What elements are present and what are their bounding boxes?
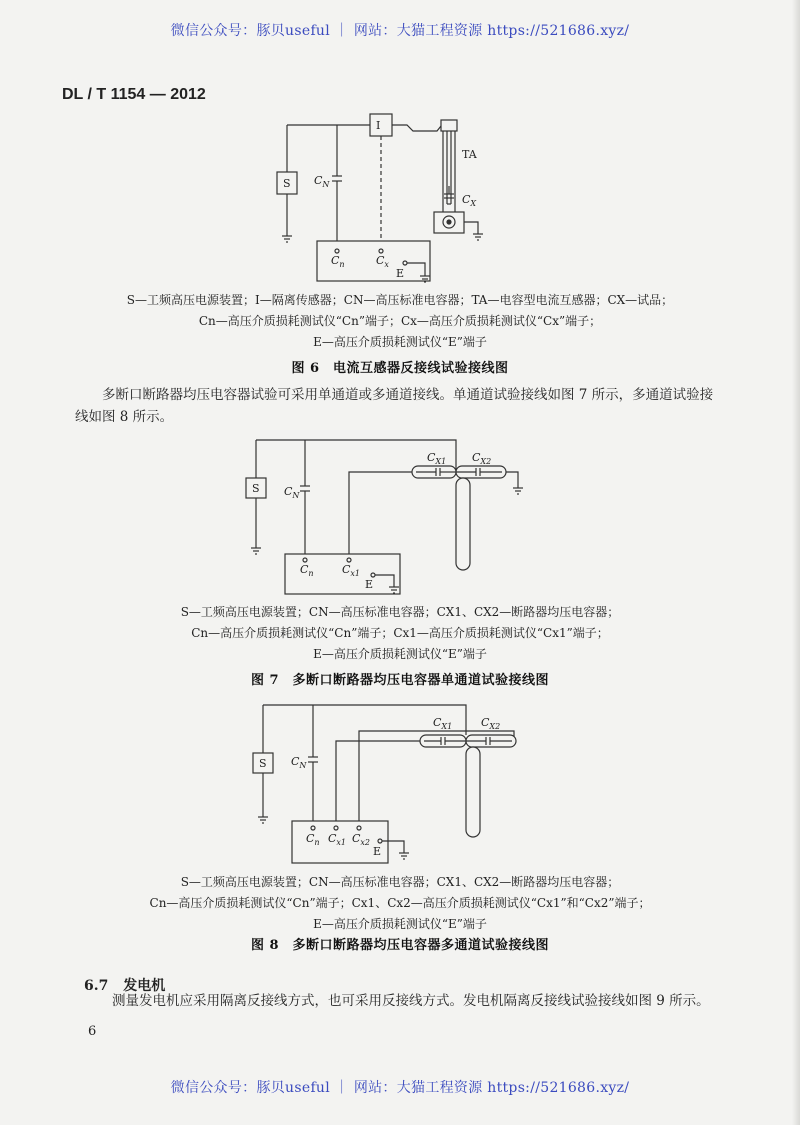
fig7-legend-line-3: E—高压介质损耗测试仪“E”端子 xyxy=(313,647,487,661)
fig7-cn-terminal xyxy=(303,558,307,562)
fig7-cx1-term-label: $C_{x1}$ xyxy=(342,563,361,578)
section-number: 6.7 xyxy=(84,978,109,994)
fig8-legend-line-1: S—工频高压电源装置；CN—高压标准电容器；CX1、CX2—断路器均压电容器； xyxy=(180,875,620,889)
fig6-cn-label: $C_N$ xyxy=(314,174,330,189)
fig6-e-label: E xyxy=(396,267,405,280)
fig6-legend-line-1: S—工频高压电源装置；I—隔离传感器；CN—高压标准电容器；TA—电容型电流互感器；CX—试品； xyxy=(126,293,674,307)
fig7-legend-line-2: Cn—高压介质损耗测试仪“Cn”端子；Cx1—高压介质损耗测试仪“Cx1”端子； xyxy=(191,626,609,640)
fig8-s-label: S xyxy=(259,757,267,770)
fig8-support-column xyxy=(466,747,480,837)
fig7-s-label: S xyxy=(252,482,260,495)
fig6-i-label: I xyxy=(376,119,381,132)
fig7-cx1-terminal xyxy=(347,558,351,562)
watermark-bottom: 微信公众号：豚贝useful ｜ 网站：大猫工程资源 https://521686.xyz/ xyxy=(170,1080,630,1096)
fig7-wire-cx1 xyxy=(349,472,412,557)
fig8-cx2-label: $C_{X2}$ xyxy=(481,716,501,731)
fig8-e-terminal xyxy=(378,839,382,843)
figure-8-diagram xyxy=(0,695,800,870)
figure-7-legend xyxy=(0,602,800,665)
paragraph-1: 多断口断路器均压电容器试验可采用单通道或多通道接线。单通道试验接线如图 7 所示，多通道试验接线如图 8 所示。 xyxy=(75,387,714,425)
fig6-ground-ta xyxy=(473,234,483,240)
fig6-wire-ta-ground xyxy=(464,222,478,234)
fig7-e-label: E xyxy=(365,578,374,591)
page-number: 6 xyxy=(88,1024,97,1039)
fig8-ground-e xyxy=(399,853,409,859)
fig7-cx1-label: $C_{X1}$ xyxy=(427,451,447,466)
fig6-e-terminal xyxy=(403,261,407,265)
fig6-ta-core xyxy=(447,220,451,224)
fig8-legend-line-3: E—高压介质损耗测试仪“E”端子 xyxy=(313,917,487,931)
fig8-cx2-terminal xyxy=(357,826,361,830)
fig8-cx1-label: $C_{X1}$ xyxy=(433,716,453,731)
fig6-wire-to-ta xyxy=(392,125,441,131)
fig6-cn-terminal xyxy=(335,249,339,253)
fig6-legend-line-3: E—高压介质损耗测试仪“E”端子 xyxy=(313,335,487,349)
fig6-cn-term-label: $C_n$ xyxy=(331,254,345,269)
figure-7-caption: 图 7 多断口断路器均压电容器单通道试验接线图 xyxy=(250,673,550,688)
section-title: 发电机 xyxy=(123,978,166,994)
fig8-cn-label: $C_N$ xyxy=(291,755,307,770)
fig8-cn-terminal xyxy=(311,826,315,830)
fig6-cx-label: $C_X$ xyxy=(462,193,477,208)
fig8-legend-line-2: Cn—高压介质损耗测试仪“Cn”端子；Cx1、Cx2—高压介质损耗测试仪“Cx1”和“Cx2”端子； xyxy=(149,896,651,910)
standard-number-header: DL / T 1154 — 2012 xyxy=(62,86,206,103)
figure-6-diagram xyxy=(0,100,800,290)
fig8-cx2-term-label: $C_{x2}$ xyxy=(352,832,371,847)
fig6-cx-terminal xyxy=(379,249,383,253)
fig6-ta-label: TA xyxy=(462,148,477,161)
fig8-ground-s xyxy=(258,817,268,823)
fig8-cx1-term-label: $C_{x1}$ xyxy=(328,832,347,847)
figure-6-caption: 图 6 电流互感器反接线试验接线图 xyxy=(291,361,509,376)
fig6-isolation-sensor-box xyxy=(370,114,392,136)
figure-8-legend xyxy=(0,872,800,935)
fig6-s-label: S xyxy=(283,177,291,190)
fig7-cx2-label: $C_{X2}$ xyxy=(472,451,492,466)
fig6-ta-head xyxy=(441,120,457,131)
fig7-cn-label: $C_N$ xyxy=(284,485,300,500)
fig8-wire-cx1 xyxy=(336,741,420,826)
figure-8-caption: 图 8 多断口断路器均压电容器多通道试验接线图 xyxy=(250,938,550,953)
fig6-ta-bushing xyxy=(443,131,455,212)
fig8-cx1-terminal xyxy=(334,826,338,830)
fig6-legend-line-2: Cn—高压介质损耗测试仪“Cn”端子；Cx—高压介质损耗测试仪“Cx”端子； xyxy=(198,314,602,328)
fig7-ground-s xyxy=(251,548,261,554)
fig7-legend-line-1: S—工频高压电源装置；CN—高压标准电容器；CX1、CX2—断路器均压电容器； xyxy=(180,605,620,619)
fig6-cx-term-label: $C_x$ xyxy=(376,254,389,269)
fig8-e-label: E xyxy=(373,845,382,858)
fig7-wire-ground xyxy=(506,472,518,488)
fig7-support-column xyxy=(456,478,470,570)
figure-6-legend xyxy=(0,290,800,353)
fig7-cn-term-label: $C_n$ xyxy=(300,563,314,578)
watermark-top: 微信公众号：豚贝useful ｜ 网站：大猫工程资源 https://521686.xyz/ xyxy=(170,23,630,39)
fig7-ground-right xyxy=(513,488,523,494)
fig7-e-terminal xyxy=(371,573,375,577)
figure-7-diagram xyxy=(0,430,800,600)
fig8-cn-term-label: $C_n$ xyxy=(306,832,320,847)
fig6-ground-s xyxy=(282,236,292,242)
section-body: 测量发电机应采用隔离反接线方式，也可采用反接线方式。发电机隔离反接线试验接线如图 9 所示。 xyxy=(112,993,710,1009)
